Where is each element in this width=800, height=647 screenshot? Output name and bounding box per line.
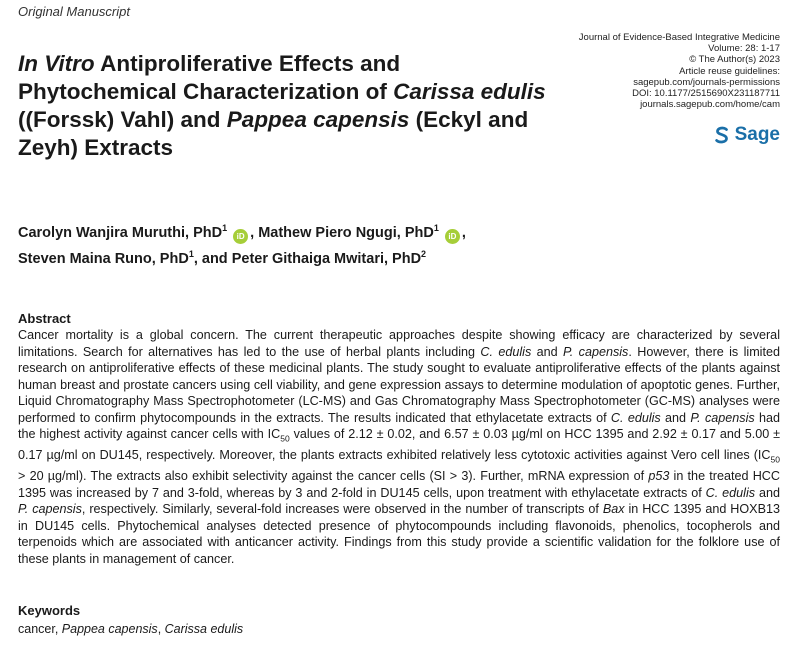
abstract-text: in the treated HCC 1395 was increased by 7 and 3-fold, whereas by 3 and 2-fold in DU145 cells, upon treatment with ethylacetate extracts of bbox=[18, 469, 780, 500]
subscript: 50 bbox=[770, 454, 780, 465]
affiliation-marker: 1 bbox=[188, 248, 194, 259]
author-name[interactable]: Peter Githaiga Mwitari, PhD bbox=[231, 250, 422, 267]
abstract-text: . However, there is limited research on antiproliferative effects of these medicinal plants. The study sought to evaluate antiproliferative effects of the plants against human breast and prostate cancers using cell viability, and gene expression assays to determine modulation of apoptotic genes. Further, Liquid Chromatography Mass Spectrophotometer (LC-MS) and Gas Chromatography Mass Spectrophotometer (GC-MS) analyses were performed to confirm phytocompounds in the extracts. The results indicated that ethylacetate extracts of bbox=[18, 344, 780, 425]
reuse-guidelines-label: Article reuse guidelines: bbox=[679, 65, 780, 77]
species-name: C. edulis bbox=[705, 485, 756, 500]
journal-info bbox=[520, 32, 780, 110]
abstract-heading: Abstract bbox=[18, 311, 71, 326]
title-part: (Eckyl and Zeyh) Extracts bbox=[18, 107, 529, 160]
abstract-text: and bbox=[755, 485, 780, 500]
journal-volume: Volume: 28: 1-17 bbox=[708, 43, 780, 55]
species-name: P. capensis bbox=[690, 410, 755, 425]
journal-copyright: © The Author(s) 2023 bbox=[689, 54, 780, 66]
abstract-text: Cancer mortality is a global concern. The current therapeutic approaches despite showing efficacy are characterized by several limitations. Search for alternatives has led to the use of herbal plants including bbox=[18, 328, 780, 359]
keywords-list bbox=[18, 622, 243, 636]
gene-name: Bax bbox=[602, 502, 625, 517]
abstract-text: values of 2.12 ± 0.02, and 6.57 ± 0.03 µg/ml on HCC 1395 and 2.92 ± 0.17 and 5.00 ± 0.17 µg/ml on DU145, respectively. Moreover, the plants extracts exhibited relatively less cytotoxic activities against Vero cell lines (IC bbox=[18, 427, 780, 463]
abstract-text: and bbox=[531, 344, 564, 359]
subscript: 50 bbox=[280, 433, 290, 444]
sage-logo bbox=[713, 124, 780, 146]
species-name: P. capensis bbox=[18, 502, 82, 517]
sage-logo-text: Sage bbox=[734, 124, 780, 145]
author-name[interactable]: Steven Maina Runo, PhD bbox=[18, 250, 189, 267]
sage-logo-icon bbox=[713, 126, 731, 144]
permissions-link[interactable]: sagepub.com/journals-permissions bbox=[633, 76, 780, 88]
doi[interactable]: DOI: 10.1177/2515690X231187711 bbox=[632, 88, 780, 100]
author-name[interactable]: Carolyn Wanjira Muruthi, PhD bbox=[18, 224, 223, 241]
abstract-text: and bbox=[660, 410, 691, 425]
affiliation-marker: 1 bbox=[222, 223, 228, 233]
gene-name: p53 bbox=[648, 469, 670, 484]
title-italic-part: In Vitro bbox=[18, 51, 95, 76]
species-name: C. edulis bbox=[480, 344, 532, 359]
keyword: cancer, bbox=[18, 622, 62, 636]
author-separator: , bbox=[461, 224, 466, 241]
affiliation-marker: 1 bbox=[433, 223, 439, 233]
abstract-text: > 20 µg/ml). The extracts also exhibit selectivity against the cancer cells (SI > 3). Further, mRNA expression of bbox=[18, 469, 649, 484]
author-separator: , and bbox=[193, 250, 232, 267]
keywords-heading: Keywords bbox=[18, 603, 81, 618]
orcid-icon[interactable]: iD bbox=[233, 229, 248, 244]
keyword-separator: , bbox=[157, 622, 165, 636]
title-species-2: Pappea capensis bbox=[226, 107, 410, 132]
article-title bbox=[18, 50, 558, 162]
journal-homepage-link[interactable]: journals.sagepub.com/home/cam bbox=[640, 99, 780, 111]
species-name: C. edulis bbox=[610, 410, 661, 425]
abstract-body bbox=[18, 327, 780, 567]
affiliation-marker: 2 bbox=[421, 248, 427, 259]
abstract-text: , respectively. Similarly, several-fold increases were observed in the number of transcripts of bbox=[81, 502, 603, 517]
journal-name: Journal of Evidence-Based Integrative Medicine bbox=[578, 32, 780, 43]
title-part: ((Forssk) Vahl) and bbox=[18, 107, 227, 132]
keyword: Carissa edulis bbox=[164, 622, 244, 636]
author-separator: , bbox=[250, 224, 255, 241]
species-name: P. capensis bbox=[563, 344, 629, 359]
title-species-1: Carissa edulis bbox=[393, 79, 546, 104]
abstract-text: had the highest activity against cancer cells with IC bbox=[18, 410, 781, 441]
author-name[interactable]: Mathew Piero Ngugi, PhD bbox=[258, 224, 434, 241]
title-part: Antiproliferative Effects and Phytochemical Characterization of bbox=[18, 51, 401, 104]
section-label: Original Manuscript bbox=[18, 4, 130, 19]
keyword: Pappea capensis bbox=[61, 622, 158, 636]
abstract-text: in HCC 1395 and HOXB13 in DU145 cells. Phytochemical analyses detected presence of phytocompounds including flavonoids, phenolics, tocopherols and terpenoids which are associated with anticancer activity. Findings from this study provide a scientific validation for the folklore use of these plants in management of cancer. bbox=[18, 502, 780, 566]
orcid-icon[interactable]: iD bbox=[445, 229, 460, 244]
author-list bbox=[18, 218, 638, 270]
